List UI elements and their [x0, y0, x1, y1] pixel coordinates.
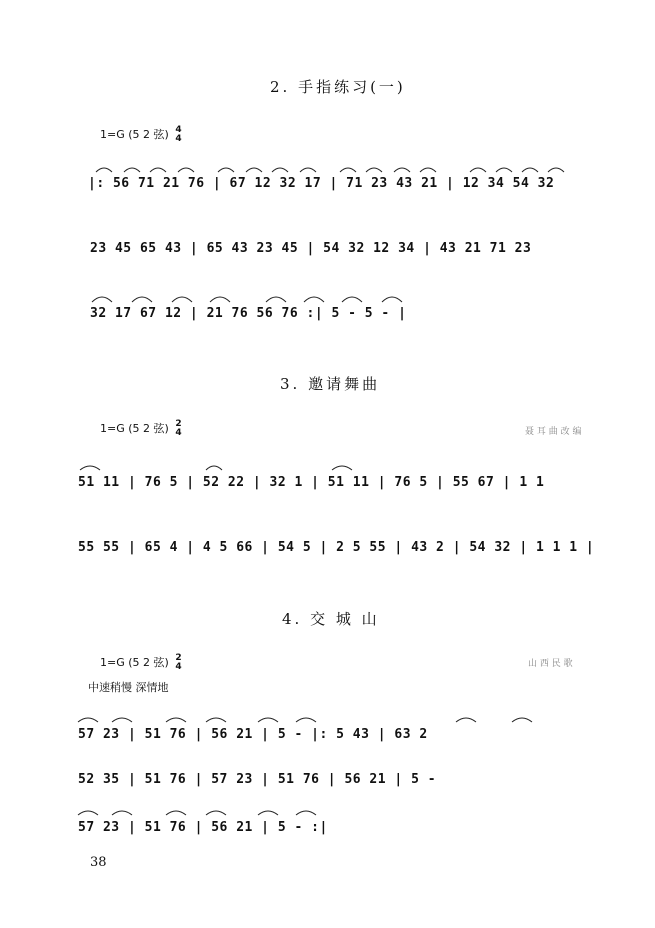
score-row: 57 23 | 51 76 | 56 21 | 5 - :| — [78, 820, 328, 835]
key-signature-2 — [100, 126, 182, 144]
score-row: 23 45 65 43 | 65 43 23 45 | 54 32 12 34 | 43 21 71 23 — [90, 241, 532, 256]
score-row: 57 23 | 51 76 | 56 21 | 5 - |: 5 43 | 63 2 — [78, 727, 428, 742]
time-bottom: 4 — [175, 662, 182, 672]
key-text: 1=G (5 2 弦) — [100, 128, 169, 141]
score-row: 32 17 67 12 | 21 76 56 76 :| 5 - 5 - | — [90, 306, 407, 321]
tempo-marking: 中速稍慢 深情地 — [88, 681, 169, 694]
key-signature-3 — [100, 420, 182, 438]
key-text: 1=G (5 2 弦) — [100, 422, 169, 435]
composer-credit-4: 山 西 民 歌 — [528, 659, 573, 669]
time-bottom: 4 — [175, 428, 182, 438]
score-row: 51 11 | 76 5 | 52 22 | 32 1 | 51 11 | 76 5 | 55 67 | 1 1 — [78, 475, 545, 490]
key-signature-4 — [100, 654, 182, 672]
time-signature — [175, 654, 181, 672]
section-title-4: 4. 交 城 山 — [282, 610, 380, 628]
score-row: 52 35 | 51 76 | 57 23 | 51 76 | 56 21 | 5 - — [78, 772, 437, 787]
time-top: 2 — [175, 419, 182, 429]
time-top: 2 — [175, 653, 182, 663]
key-text: 1=G (5 2 弦) — [100, 656, 169, 669]
page-number: 38 — [90, 855, 107, 870]
section-title-3: 3. 邀请舞曲 — [280, 375, 381, 393]
score-row: |: 56 71 21 76 | 67 12 32 17 | 71 23 43 21 | 12 34 54 32 — [88, 176, 555, 191]
section-title-2: 2. 手指练习(一) — [270, 78, 406, 96]
score-row: 55 55 | 65 4 | 4 5 66 | 54 5 | 2 5 55 | 43 2 | 54 32 | 1 1 1 | — [78, 540, 595, 555]
time-bottom: 4 — [175, 134, 182, 144]
time-signature — [175, 126, 181, 144]
time-top: 4 — [175, 125, 182, 135]
time-signature — [175, 420, 181, 438]
composer-credit-3: 聂 耳 曲 改 编 — [525, 427, 582, 437]
